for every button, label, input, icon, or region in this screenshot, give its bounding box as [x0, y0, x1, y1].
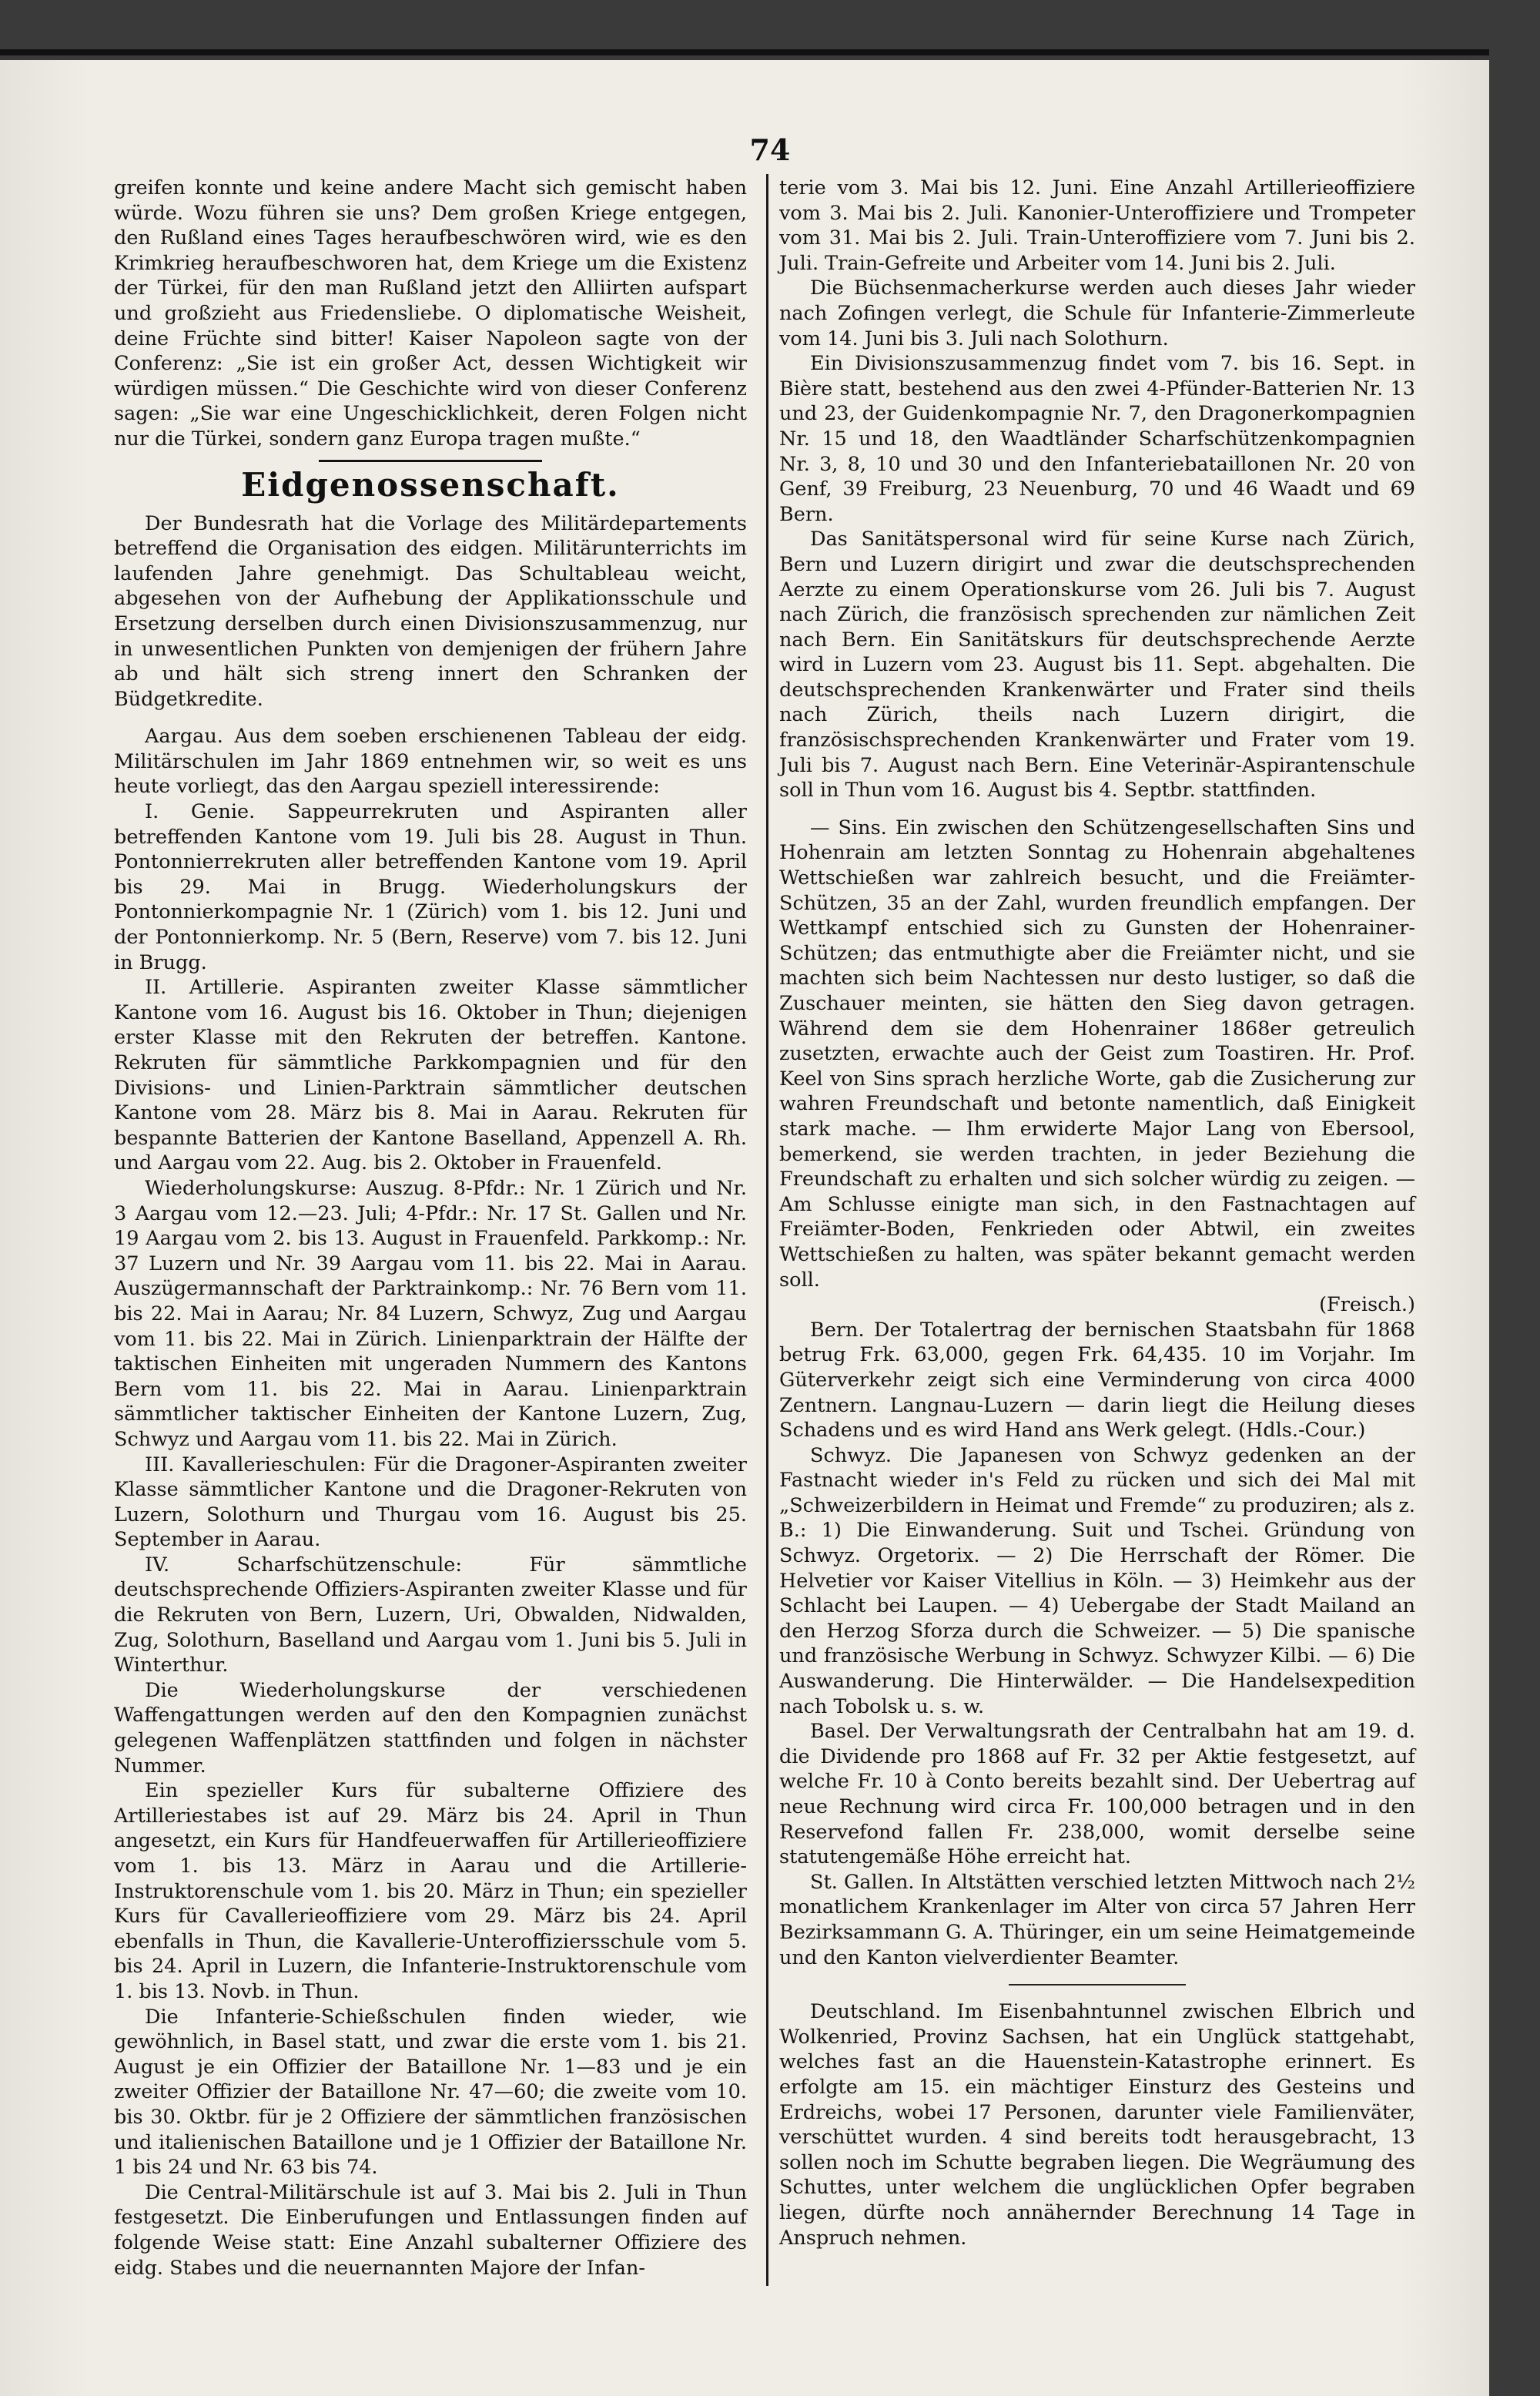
- paragraph-kavallerie: III. Kavallerieschulen: Für die Dragoner-Aspiranten zweiter Klasse sämmtlicher Kantone und die Dragoner-Rekruten von Luzern, Solothurn und Thurgau vom 16. August bis 25. September in Aarau.: [114, 1453, 747, 1552]
- paragraph-schiessschulen: Die Infanterie-Schießschulen finden wieder, wie gewöhnlich, in Basel statt, und zwar die erste vom 1. bis 21. August je ein Offizier der Bataillone Nr. 1—83 und je ein zweiter Offizier der Bataillone Nr. 47—60; die zweite vom 10. bis 30. Oktbr. für je 2 Offiziere der sämmtlichen französischen und italienischen Bataillone und je 1 Offizier der Bataillone Nr. 1 bis 24 und Nr. 63 bis 74.: [114, 2005, 747, 2180]
- paragraph-sins: — Sins. Ein zwischen den Schützengesellschaften Sins und Hohenrain am letzten Sonntag zu Hohenrain abgehaltenes Wettschießen war zahlreich besucht, und die Freiämter-Schützen, 35 an der Zahl, wurden freundlich empfangen. Der Wettkampf entschied sich zu Gunsten der Hohenrainer-Schützen; das entmuthigte aber die Freiämter nicht, und sie machten sich beim Nachtessen nur desto lustiger, so daß die Zuschauer meinten, sie hätten den Sieg davon getragen. Während dem sie dem Hohenrainer 1868er getreulich zusetzten, erwachte auch der Geist zum Toastiren. Hr. Prof. Keel von Sins sprach herzliche Worte, gab die Zusicherung zur wahren Freundschaft und betonte namentlich, daß Einigkeit stark mache. — Ihm erwiderte Major Lang von Ebersool, bemerkend, sie werden trachten, in jeder Beziehung die Freundschaft zu erhalten und sich solcher würdig zu zeigen. — Am Schlusse einigte man sich, in den Fastnachtagen auf Freiämter-Boden, Fenkrieden oder Abtwil, ein zweites Wettschießen zu halten, was später bekannt gemacht werden soll.: [779, 816, 1415, 1292]
- section-heading-block: [114, 460, 747, 504]
- paragraph-basel: Basel. Der Verwaltungsrath der Centralbahn hat am 19. d. die Dividende pro 1868 auf Fr. 32 per Aktie festgesetzt, auf welche Fr. 10 à Conto bereits bezahlt sind. Der Uebertrag auf neue Rechnung wird circa Fr. 100,000 betragen und in den Reservefond fallen Fr. 238,000, womit derselbe seine statutengemäße Höhe erreicht hat.: [779, 1720, 1415, 1869]
- paragraph-bundesrath: Der Bundesrath hat die Vorlage des Militärdepartements betreffend die Organisation des eidgen. Militärunterrichts im laufenden Jahre genehmigt. Das Schultableau weicht, abgesehen von der Aufhebung der Applikationsschule und Ersetzung derselben durch einen Divisionszusammenzug, nur in unwesentlichen Punkten von demjenigen der frühern Jahre ab und hält sich streng innert den Schranken der Büdgetkredite.: [114, 511, 747, 711]
- paragraph-buechsenmacher: Die Büchsenmacherkurse werden auch dieses Jahr wieder nach Zofingen verlegt, die Schule für Infanterie-Zimmerleute vom 14. Juni bis 3. Juli nach Solothurn.: [779, 276, 1415, 350]
- paragraph-wiederholungskurse: Wiederholungskurse: Auszug. 8-Pfdr.: Nr. 1 Zürich und Nr. 3 Aargau vom 12.—23. Juli; 4-Pfdr.: Nr. 17 St. Gallen und Nr. 19 Aargau vom 2. bis 13. August in Frauenfeld. Parkkomp.: Nr. 37 Luzern und Nr. 39 Aargau vom 11. bis 22. Mai in Aarau. Auszügermannschaft der Parktrainkomp.: Nr. 76 Bern vom 11. bis 22. Mai in Aarau; Nr. 84 Luzern, Schwyz, Zug und Aargau vom 11. bis 22. Mai in Zürich. Linienparktrain der Hälfte der taktischen Einheiten mit ungeraden Nummern des Kantons Bern vom 11. bis 22. Mai in Aarau. Linienparktrain sämmtlicher taktischer Einheiten der Kantone Luzern, Zug, Schwyz und Aargau vom 11. bis 22. Mai in Zürich.: [114, 1176, 747, 1451]
- top-rule: [0, 49, 1540, 55]
- right-column: [779, 176, 1415, 2250]
- paragraph-aargau: Aargau. Aus dem soeben erschienenen Tableau der eidg. Militärschulen im Jahr 1869 entnehmen wir, so weit es uns heute vorliegt, das den Aargau speziell interessirende:: [114, 725, 747, 799]
- paragraph-waffengattungen: Die Wiederholungskurse der verschiedenen Waffengattungen werden auf den den Kompagnien zunächst gelegenen Waffenplätzen stattfinden und folgen in nächster Nummer.: [114, 1678, 747, 1778]
- paragraph-continuation: terie vom 3. Mai bis 12. Juni. Eine Anzahl Artillerieoffiziere vom 3. Mai bis 2. Juli. Kanonier-Unteroffiziere und Trompeter vom 31. Mai bis 2. Juli. Train-Unteroffiziere vom 7. Juni bis 2. Juli. Train-Gefreite und Arbeiter vom 14. Juni bis 2. Juli.: [779, 176, 1415, 275]
- source-freisch: (Freisch.): [1319, 1293, 1415, 1317]
- paragraph-deutschland: Deutschland. Im Eisenbahntunnel zwischen Elbrich und Wolkenried, Provinz Sachsen, hat ein Unglück stattgehabt, welches fast an die Hauenstein-Katastrophe erinnert. Es erfolgte am 15. ein mächtiger Einsturz des Gesteins und Erdreichs, wobei 17 Personen, darunter viele Familienväter, verschüttet wurden. 4 sind bereits todt herausgebracht, 13 sollen noch im Schutte begraben liegen. Die Wegräumung des Schuttes, unter welchem die unglücklichen Opfer begraben liegen, dürfte noch annähernder Berechnung 14 Tage in Anspruch nehmen.: [779, 2000, 1415, 2250]
- section-rule: [1009, 1984, 1186, 1985]
- left-column: [114, 176, 747, 2280]
- paragraph-genie: I. Genie. Sappeurrekruten und Aspiranten aller betreffenden Kantone vom 19. Juli bis 28. August in Thun. Pontonnierrekruten aller betreffenden Kantone vom 19. April bis 29. Mai in Brugg. Wiederholungskurs der Pontonnierkompagnie Nr. 1 (Zürich) vom 1. bis 12. Juni und der Pontonnierkomp. Nr. 5 (Bern, Reserve) vom 7. bis 12. Juni in Brugg.: [114, 800, 747, 974]
- heading-rule: [319, 460, 542, 462]
- paragraph-bern: Bern. Der Totalertrag der bernischen Staatsbahn für 1868 betrug Frk. 63,000, gegen Frk. 64,435. 10 im Vorjahr. Im Güterverkehr zeigt sich eine Verminderung von circa 4000 Zentnern. Langnau-Luzern — darin liegt die Heilung dieses Schadens und es wird Hand ans Werk gelegt. (Hdls.-Cour.): [779, 1318, 1415, 1443]
- scan-right-border: [1489, 0, 1540, 2396]
- paragraph-scharfschuetzen: IV. Scharfschützenschule: Für sämmtliche deutschsprechende Offiziers-Aspiranten zweiter Klasse und für die Rekruten von Bern, Luzern, Uri, Obwalden, Nidwalden, Zug, Solothurn, Baselland und Aargau vom 1. Juni bis 5. Juli in Winterthur.: [114, 1553, 747, 1677]
- scan-top-border: [0, 0, 1540, 60]
- paragraph-sanitaet: Das Sanitätspersonal wird für seine Kurse nach Zürich, Bern und Luzern dirigirt und zwar die deutschsprechenden Aerzte zu einem Operationskurse vom 26. Juli bis 7. August nach Zürich, die französisch sprechenden zur nämlichen Zeit nach Bern. Ein Sanitätskurs für deutschsprechende Aerzte wird in Luzern vom 23. August bis 11. Sept. abgehalten. Die deutschsprechenden Krankenwärter und Frater sind theils nach Zürich, theils nach Luzern dirigirt, die französischsprechenden Krankenwärter und Frater vom 19. Juli bis 7. August nach Bern. Eine Veterinär-Aspirantenschule soll in Thun vom 16. August bis 4. Septbr. stattfinden.: [779, 528, 1415, 803]
- page-number: 74: [749, 132, 791, 167]
- section-heading: Eidgenossenschaft.: [241, 465, 620, 504]
- paragraph-centralschule: Die Central-Militärschule ist auf 3. Mai bis 2. Juli in Thun festgesetzt. Die Einberufungen und Entlassungen finden auf folgende Weise statt: Eine Anzahl subalterner Offiziere des eidg. Stabes und die neuernannten Majore der Infan-: [114, 2180, 747, 2280]
- column-divider: [766, 174, 768, 2286]
- paragraph-schwyz: Schwyz. Die Japanesen von Schwyz gedenken an der Fastnacht wieder in's Feld zu rücken und sich dei Mal mit „Schweizerbildern in Heimat und Fremde“ zu produziren; als z. B.: 1) Die Einwanderung. Suit und Tschei. Gründung von Schwyz. Orgetorix. — 2) Die Herrschaft der Römer. Die Helvetier vor Kaiser Vitellius in Köln. — 3) Heimkehr aus der Schlacht bei Laupen. — 4) Uebergabe der Stadt Mailand an den Herzog Sforza durch die Schweizer. — 5) Die spanische und französische Werbung in Schwyz. Schwyzer Kilbi. — 6) Die Auswanderung. Die Hinterwälder. — Die Handelsexpedition nach Tobolsk u. s. w.: [779, 1443, 1415, 1718]
- article-continuation: greifen konnte und keine andere Macht sich gemischt haben würde. Wozu führen sie uns? Dem großen Kriege entgegen, den Rußland eines Tages heraufbeschwören wird, wie es den Krimkrieg heraufbeschworen hat, dem Kriege um die Existenz der Türkei, für den man Rußland jetzt den Alliirten aufspart und großzieht aus Friedensliebe. O diplomatische Weisheit, deine Früchte sind bitter! Kaiser Napoleon sagte von der Conferenz: „Sie ist ein großer Act, dessen Wichtigkeit wir würdigen müssen.“ Die Geschichte wird von dieser Conferenz sagen: „Sie war eine Ungeschicklichkeit, deren Folgen nicht nur die Türkei, sondern ganz Europa tragen mußte.“: [114, 176, 747, 451]
- paragraph-artilleriestab: Ein spezieller Kurs für subalterne Offiziere des Artilleriestabes ist auf 29. März bis 24. April in Thun angesetzt, ein Kurs für Handfeuerwaffen für Artillerieoffiziere vom 1. bis 13. März in Aarau und die Artillerie-Instruktorenschule vom 1. bis 20. März in Thun; ein spezieller Kurs für Cavallerieoffiziere vom 29. März bis 24. April ebenfalls in Thun, die Kavallerie-Unteroffiziersschule vom 5. bis 24. April in Luzern, die Infanterie-Instruktorenschule vom 1. bis 13. Novb. in Thun.: [114, 1779, 747, 2003]
- paragraph-artillerie: II. Artillerie. Aspiranten zweiter Klasse sämmtlicher Kantone vom 16. August bis 16. Oktober in Thun; diejenigen erster Klasse mit den Rekruten der betreffen. Kantone. Rekruten für sämmtliche Parkkompagnien und für den Divisions- und Linien-Parktrain sämmtlicher deutschen Kantone vom 28. März bis 8. Mai in Aarau. Rekruten für bespannte Batterien der Kantone Baselland, Appenzell A. Rh. und Aargau vom 22. Aug. bis 2. Oktober in Frauenfeld.: [114, 976, 747, 1175]
- paragraph-st-gallen: St. Gallen. In Altstätten verschied letzten Mittwoch nach 2½ monatlichem Krankenlager im Alter von circa 57 Jahren Herr Bezirksammann G. A. Thüringer, ein um seine Heimatgemeinde und den Kanton vielverdienter Beamter.: [779, 1870, 1415, 1969]
- paragraph-divisionszusammenzug: Ein Divisionszusammenzug findet vom 7. bis 16. Sept. in Bière statt, bestehend aus den zwei 4-Pfünder-Batterien Nr. 13 und 23, der Guidenkompagnie Nr. 7, den Dragonerkompagnien Nr. 15 und 18, den Waadtländer Scharfschützenkompagnien Nr. 3, 8, 10 und 30 und den Infanteriebataillonen Nr. 20 von Genf, 39 Freiburg, 23 Neuenburg, 70 und 46 Waadt und 69 Bern.: [779, 352, 1415, 526]
